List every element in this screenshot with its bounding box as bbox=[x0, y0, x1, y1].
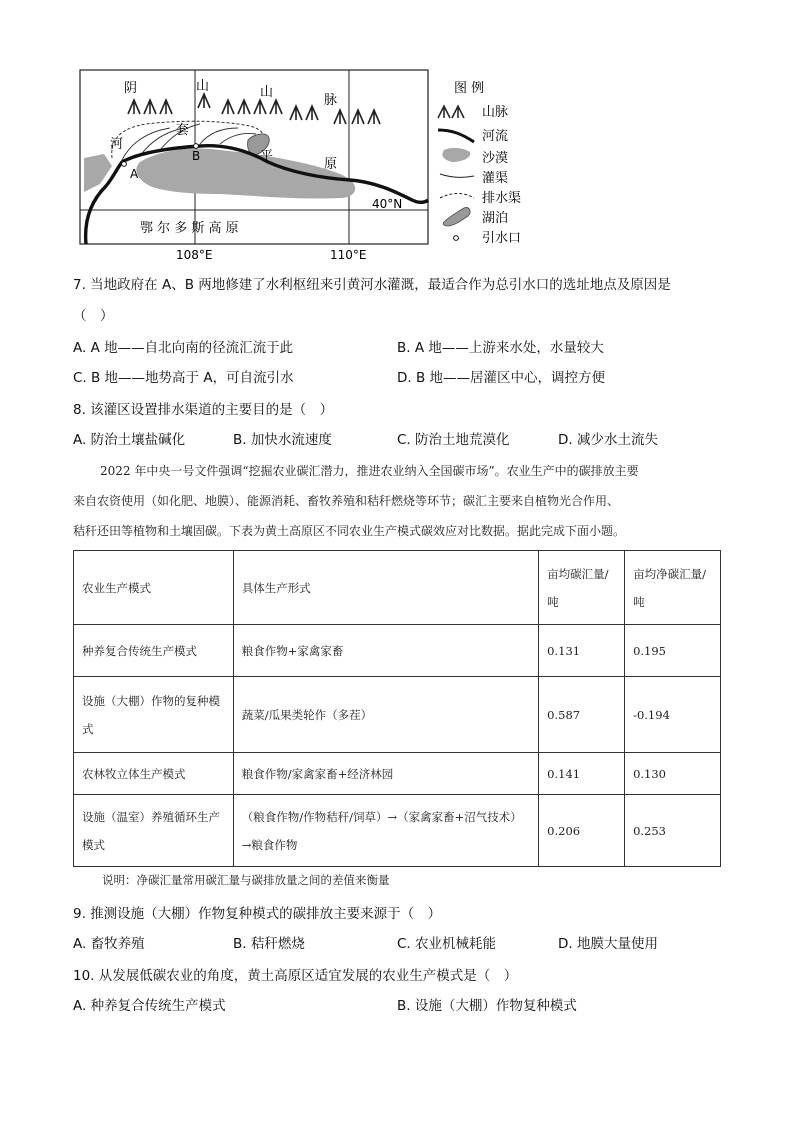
legend-irrigation-label: 灌渠 bbox=[482, 171, 509, 186]
q8-option-d[interactable]: D. 减少水土流失 bbox=[558, 432, 658, 448]
intake-point-a-icon bbox=[122, 162, 127, 167]
table-row bbox=[74, 795, 721, 867]
label-yin: 阴 bbox=[124, 81, 138, 96]
table-cell: 0.195 bbox=[625, 625, 721, 677]
carbon-effect-table bbox=[73, 550, 721, 867]
table-cell: -0.194 bbox=[625, 677, 721, 753]
q7-stem: 7. 当地政府在 A、B 两地修建了水利枢纽来引黄河水灌溉，最适合作为总引水口的选址地点及原因是 bbox=[73, 277, 671, 293]
table-cell: 蔬菜/瓜果类轮作（多茬） bbox=[233, 677, 538, 753]
legend-intake-icon bbox=[454, 236, 459, 241]
table-cell: 0.587 bbox=[539, 677, 625, 753]
table-cell: 农林牧立体生产模式 bbox=[74, 753, 234, 795]
table-header: 具体生产形式 bbox=[233, 551, 538, 625]
label-he: 河 bbox=[110, 137, 124, 152]
q7-option-a[interactable]: A. A 地——自北向南的径流汇流于此 bbox=[73, 340, 294, 356]
q9-option-d[interactable]: D. 地膜大量使用 bbox=[558, 936, 658, 952]
label-108e: 108°E bbox=[176, 248, 213, 262]
label-ping: 平 bbox=[260, 149, 274, 164]
q7-option-c[interactable]: C. B 地——地势高于 A，可自流引水 bbox=[73, 370, 294, 386]
q8-option-c[interactable]: C. 防治土地荒漠化 bbox=[397, 432, 510, 448]
legend-intake-label: 引水口 bbox=[482, 231, 522, 246]
q9-option-a[interactable]: A. 畜牧养殖 bbox=[73, 936, 145, 952]
legend-desert-label: 沙漠 bbox=[482, 151, 509, 166]
legend-river-label: 河流 bbox=[482, 129, 509, 144]
label-tao: 套 bbox=[176, 123, 190, 138]
table-header-row bbox=[74, 551, 721, 625]
table-header: 亩均碳汇量/吨 bbox=[539, 551, 625, 625]
legend-mountain-icon bbox=[438, 106, 464, 118]
label-110e: 110°E bbox=[330, 248, 367, 262]
q8-stem: 8. 该灌区设置排水渠道的主要目的是（ ） bbox=[73, 402, 334, 418]
q9-option-b[interactable]: B. 秸秆燃烧 bbox=[233, 936, 305, 952]
desert-kubuqi bbox=[136, 149, 355, 199]
intake-point-b-icon bbox=[194, 144, 199, 149]
legend-title: 图 例 bbox=[454, 81, 485, 96]
table-row bbox=[74, 753, 721, 795]
label-point-a: A bbox=[130, 167, 139, 181]
label-40n: 40°N bbox=[372, 197, 403, 211]
table-cell: 种养复合传统生产模式 bbox=[74, 625, 234, 677]
q10-option-b[interactable]: B. 设施（大棚）作物复种模式 bbox=[397, 998, 577, 1014]
label-shan2: 山 bbox=[260, 85, 274, 100]
table-header: 农业生产模式 bbox=[74, 551, 234, 625]
legend-river-icon bbox=[438, 130, 474, 142]
label-shan1: 山 bbox=[196, 79, 210, 94]
q9-option-c[interactable]: C. 农业机械耗能 bbox=[397, 936, 497, 952]
table-header: 亩均净碳汇量/吨 bbox=[625, 551, 721, 625]
legend-desert-icon bbox=[442, 148, 470, 162]
q10-stem: 10. 从发展低碳农业的角度，黄土高原区适宜发展的农业生产模式是（ ） bbox=[73, 968, 518, 984]
table-cell: 0.130 bbox=[625, 753, 721, 795]
table-cell: 0.253 bbox=[625, 795, 721, 867]
q9-stem: 9. 推测设施（大棚）作物复种模式的碳排放主要来源于（ ） bbox=[73, 906, 442, 922]
table-row bbox=[74, 677, 721, 753]
q7-option-b[interactable]: B. A 地——上游来水处，水量较大 bbox=[397, 340, 604, 356]
table-cell: 0.141 bbox=[539, 753, 625, 795]
legend-drainage-label: 排水渠 bbox=[482, 191, 522, 206]
table-note: 说明：净碳汇量常用碳汇量与碳排放量之间的差值来衡量 bbox=[102, 873, 390, 887]
passage-line-2: 来自农资使用（如化肥、地膜）、能源消耗、畜牧养殖和秸秆燃烧等环节；碳汇主要来自植物光合作用、 bbox=[73, 494, 620, 508]
q10-option-a[interactable]: A. 种养复合传统生产模式 bbox=[73, 998, 226, 1014]
table-cell: 0.131 bbox=[539, 625, 625, 677]
table-cell: 0.206 bbox=[539, 795, 625, 867]
legend-lake-icon bbox=[443, 208, 470, 226]
legend-mountain-label: 山脉 bbox=[482, 105, 509, 120]
hetao-map bbox=[60, 62, 540, 262]
label-yuan: 原 bbox=[324, 157, 338, 172]
q7-option-d[interactable]: D. B 地——居灌区中心，调控方便 bbox=[397, 370, 606, 386]
legend-lake-label: 湖泊 bbox=[482, 211, 509, 226]
q8-option-b[interactable]: B. 加快水流速度 bbox=[233, 432, 332, 448]
table-cell: 设施（温室）养殖循环生产模式 bbox=[74, 795, 234, 867]
label-point-b: B bbox=[192, 149, 201, 163]
label-ordos: 鄂 尔 多 斯 高 原 bbox=[140, 221, 239, 236]
q7-paren: （ ） bbox=[73, 308, 114, 324]
label-mai: 脉 bbox=[324, 93, 338, 108]
passage-line-1: 2022 年中央一号文件强调“挖掘农业碳汇潜力，推进农业纳入全国碳市场”。农业生产中的碳排放主要 bbox=[100, 464, 639, 478]
table-cell: （粮食作物/作物秸秆/饲草）→（家禽家畜+沼气技术）→粮食作物 bbox=[233, 795, 538, 867]
mountain-range-icon bbox=[128, 94, 380, 124]
legend-drainage-icon bbox=[440, 194, 474, 199]
table-cell: 粮食作物/家禽家畜+经济林园 bbox=[233, 753, 538, 795]
q8-option-a[interactable]: A. 防治土壤盐碱化 bbox=[73, 432, 186, 448]
table-cell: 设施（大棚）作物的复种模式 bbox=[74, 677, 234, 753]
table-cell: 粮食作物+家禽家畜 bbox=[233, 625, 538, 677]
map-legend bbox=[438, 81, 521, 246]
passage-line-3: 秸秆还田等植物和土壤固碳。下表为黄土高原区不同农业生产模式碳效应对比数据。据此完成下面小题。 bbox=[73, 524, 626, 538]
table-row bbox=[74, 625, 721, 677]
legend-irrigation-icon bbox=[440, 174, 474, 177]
